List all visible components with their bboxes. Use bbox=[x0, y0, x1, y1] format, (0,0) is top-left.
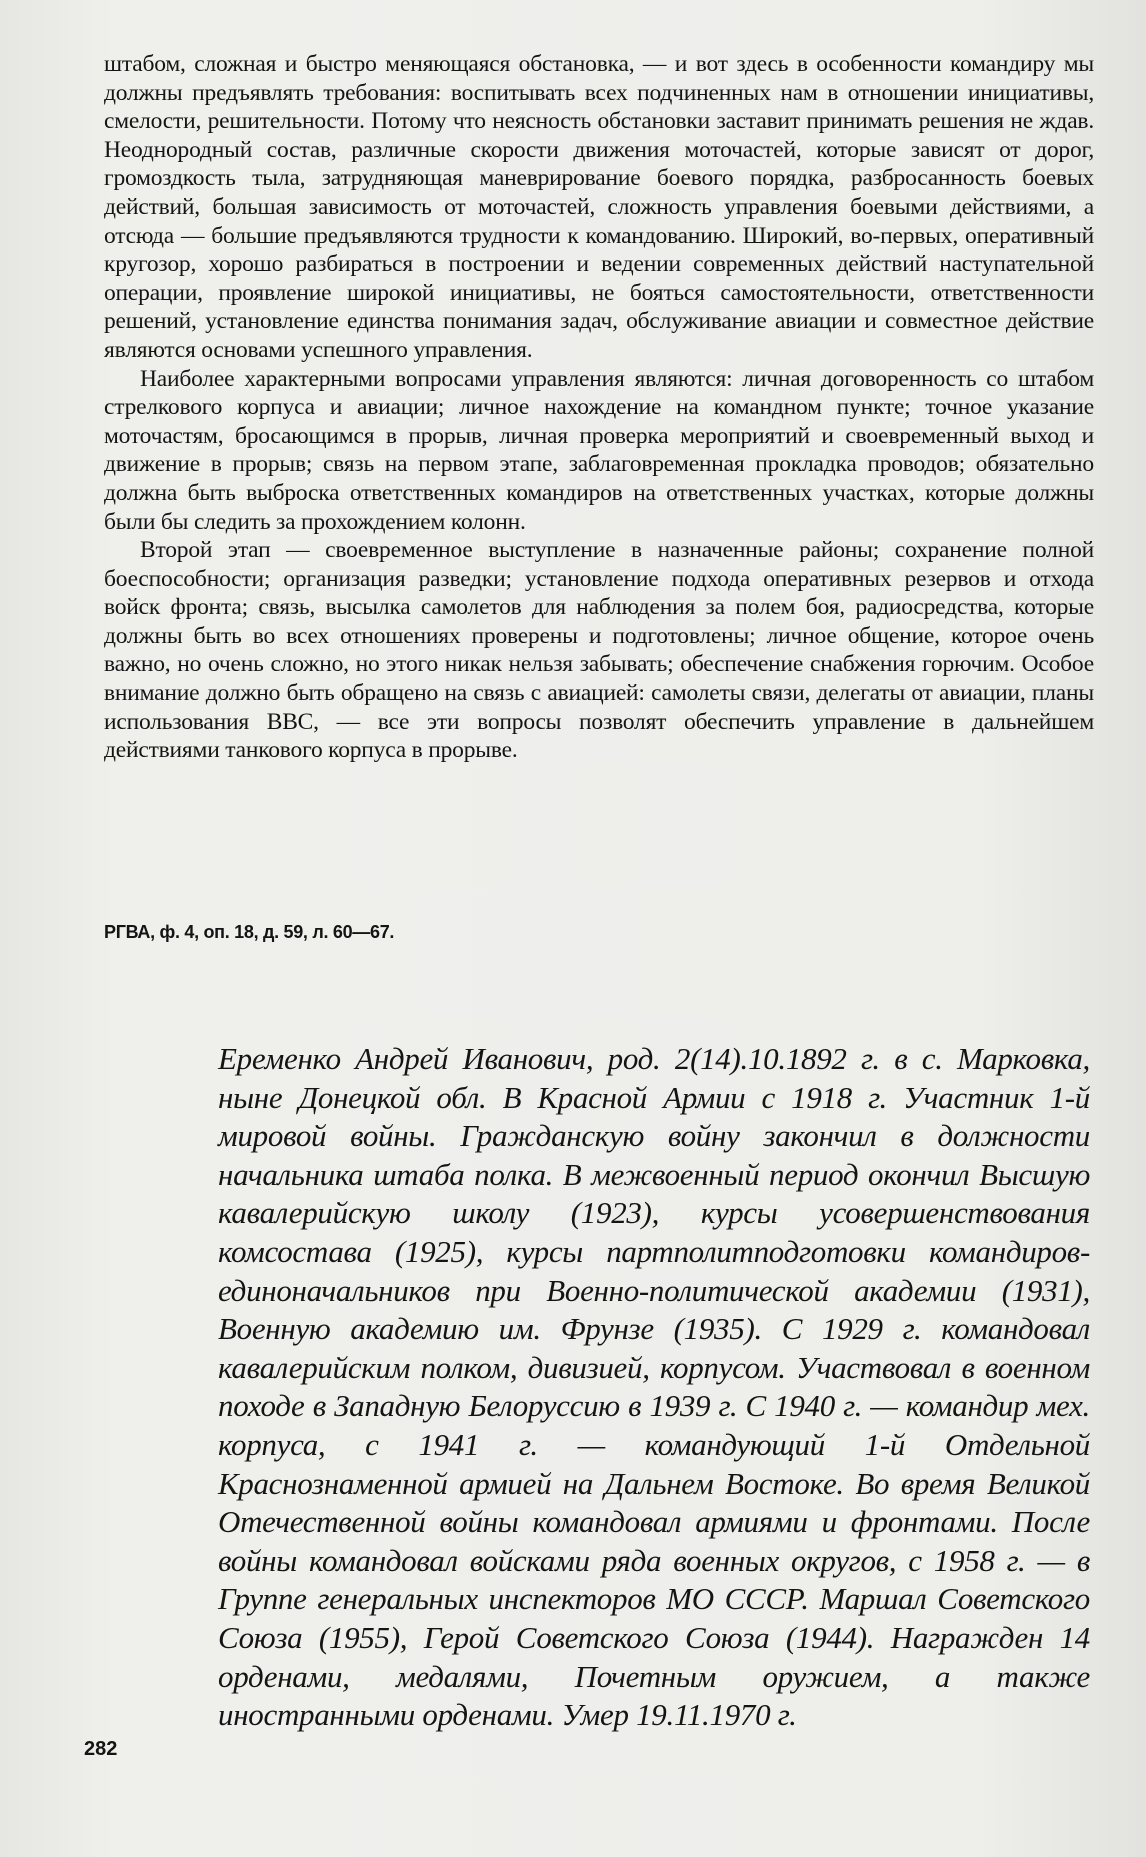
paragraph-1: штабом, сложная и быстро меняющаяся обстановка, — и вот здесь в особенности командиру мы должны предъявлять требования: воспитывать всех подчиненных нам в отношении инициативы, смелости, решительности. Потому что неясность обстановки заставит принимать решения не ждав. Неоднородный состав, различные скорости движения моточастей, которые зависят от дорог, громоздкость тыла, затрудняющая маневрирование боевого порядка, разбросанность боевых действий, большая зависимость от моточастей, сложность управления боевыми действиями, а отсюда — большие предъявляются трудности к командованию. Широкий, во-первых, оперативный кругозор, хорошо разбираться в построении и ведении современных действий наступательной операции, проявление широкой инициативы, не бояться самостоятельности, ответственности решений, установление единства понимания задач, обслуживание авиации и совместное действие являются основами успешного управления. bbox=[104, 51, 1094, 363]
paragraph-2: Наиболее характерными вопросами управления являются: личная договоренность со штабом стрелкового корпуса и авиации; личное нахождение на командном пункте; точное указание моточастям, бросающимся в прорыв, личная проверка мероприятий и своевременный выход и движение в прорыв; связь на первом этапе, заблаговременная прокладка проводов; обязательно должна быть выброска ответственных командиров на ответственных участках, которые должны были бы следить за прохождением колонн. bbox=[104, 365, 1094, 535]
biographical-footnote bbox=[218, 1040, 1090, 1735]
paragraph-3: Второй этап — своевременное выступление в назначенные районы; сохранение полной боеспособности; организация разведки; установление подхода оперативных резервов и отхода войск фронта; связь, высылка самолетов для наблюдения за полем боя, радиосредства, которые должны быть во всех отношениях проверены и подготовлены; личное общение, которое очень важно, но очень сложно, но этого никак нельзя забывать; обеспечение снабжения горючим. Особое внимание должно быть обращено на связь с авиацией: самолеты связи, делегаты от авиации, планы использования ВВС, — все эти вопросы позволят обеспечить управление в дальнейшем действиями танкового корпуса в прорыве. bbox=[104, 537, 1094, 764]
archive-source-reference: РГВА, ф. 4, оп. 18, д. 59, л. 60—67. bbox=[104, 922, 395, 942]
page-number: 282 bbox=[84, 1738, 118, 1760]
main-text bbox=[104, 50, 1094, 765]
footnote-text: Еременко Андрей Иванович, род. 2(14).10.1892 г. в с. Марковка, ныне Донецкой обл. В Красной Армии с 1918 г. Участник 1-й мировой войны. Гражданскую войну закончил в должности начальника штаба полка. В межвоенный период окончил Высшую кавалерийскую школу (1923), курсы усовершенствования комсостава (1925), курсы партполитподготовки командиров-единоначальников при Военно-политической академии (1931), Военную академию им. Фрунзе (1935). С 1929 г. командовал кавалерийским полком, дивизией, корпусом. Участвовал в военном походе в Западную Белоруссию в 1939 г. С 1940 г. — командир мех. корпуса, с 1941 г. — командующий 1-й Отдельной Краснознаменной армией на Дальнем Востоке. Во время Великой Отечественной войны командовал армиями и фронтами. После войны командовал войсками ряда военных округов, с 1958 г. — в Группе генеральных инспекторов МО СССР. Маршал Советского Союза (1955), Герой Советского Союза (1944). Награжден 14 орденами, медалями, Почетным оружием, а также иностранными орденами. Умер 19.11.1970 г. bbox=[218, 1041, 1090, 1733]
